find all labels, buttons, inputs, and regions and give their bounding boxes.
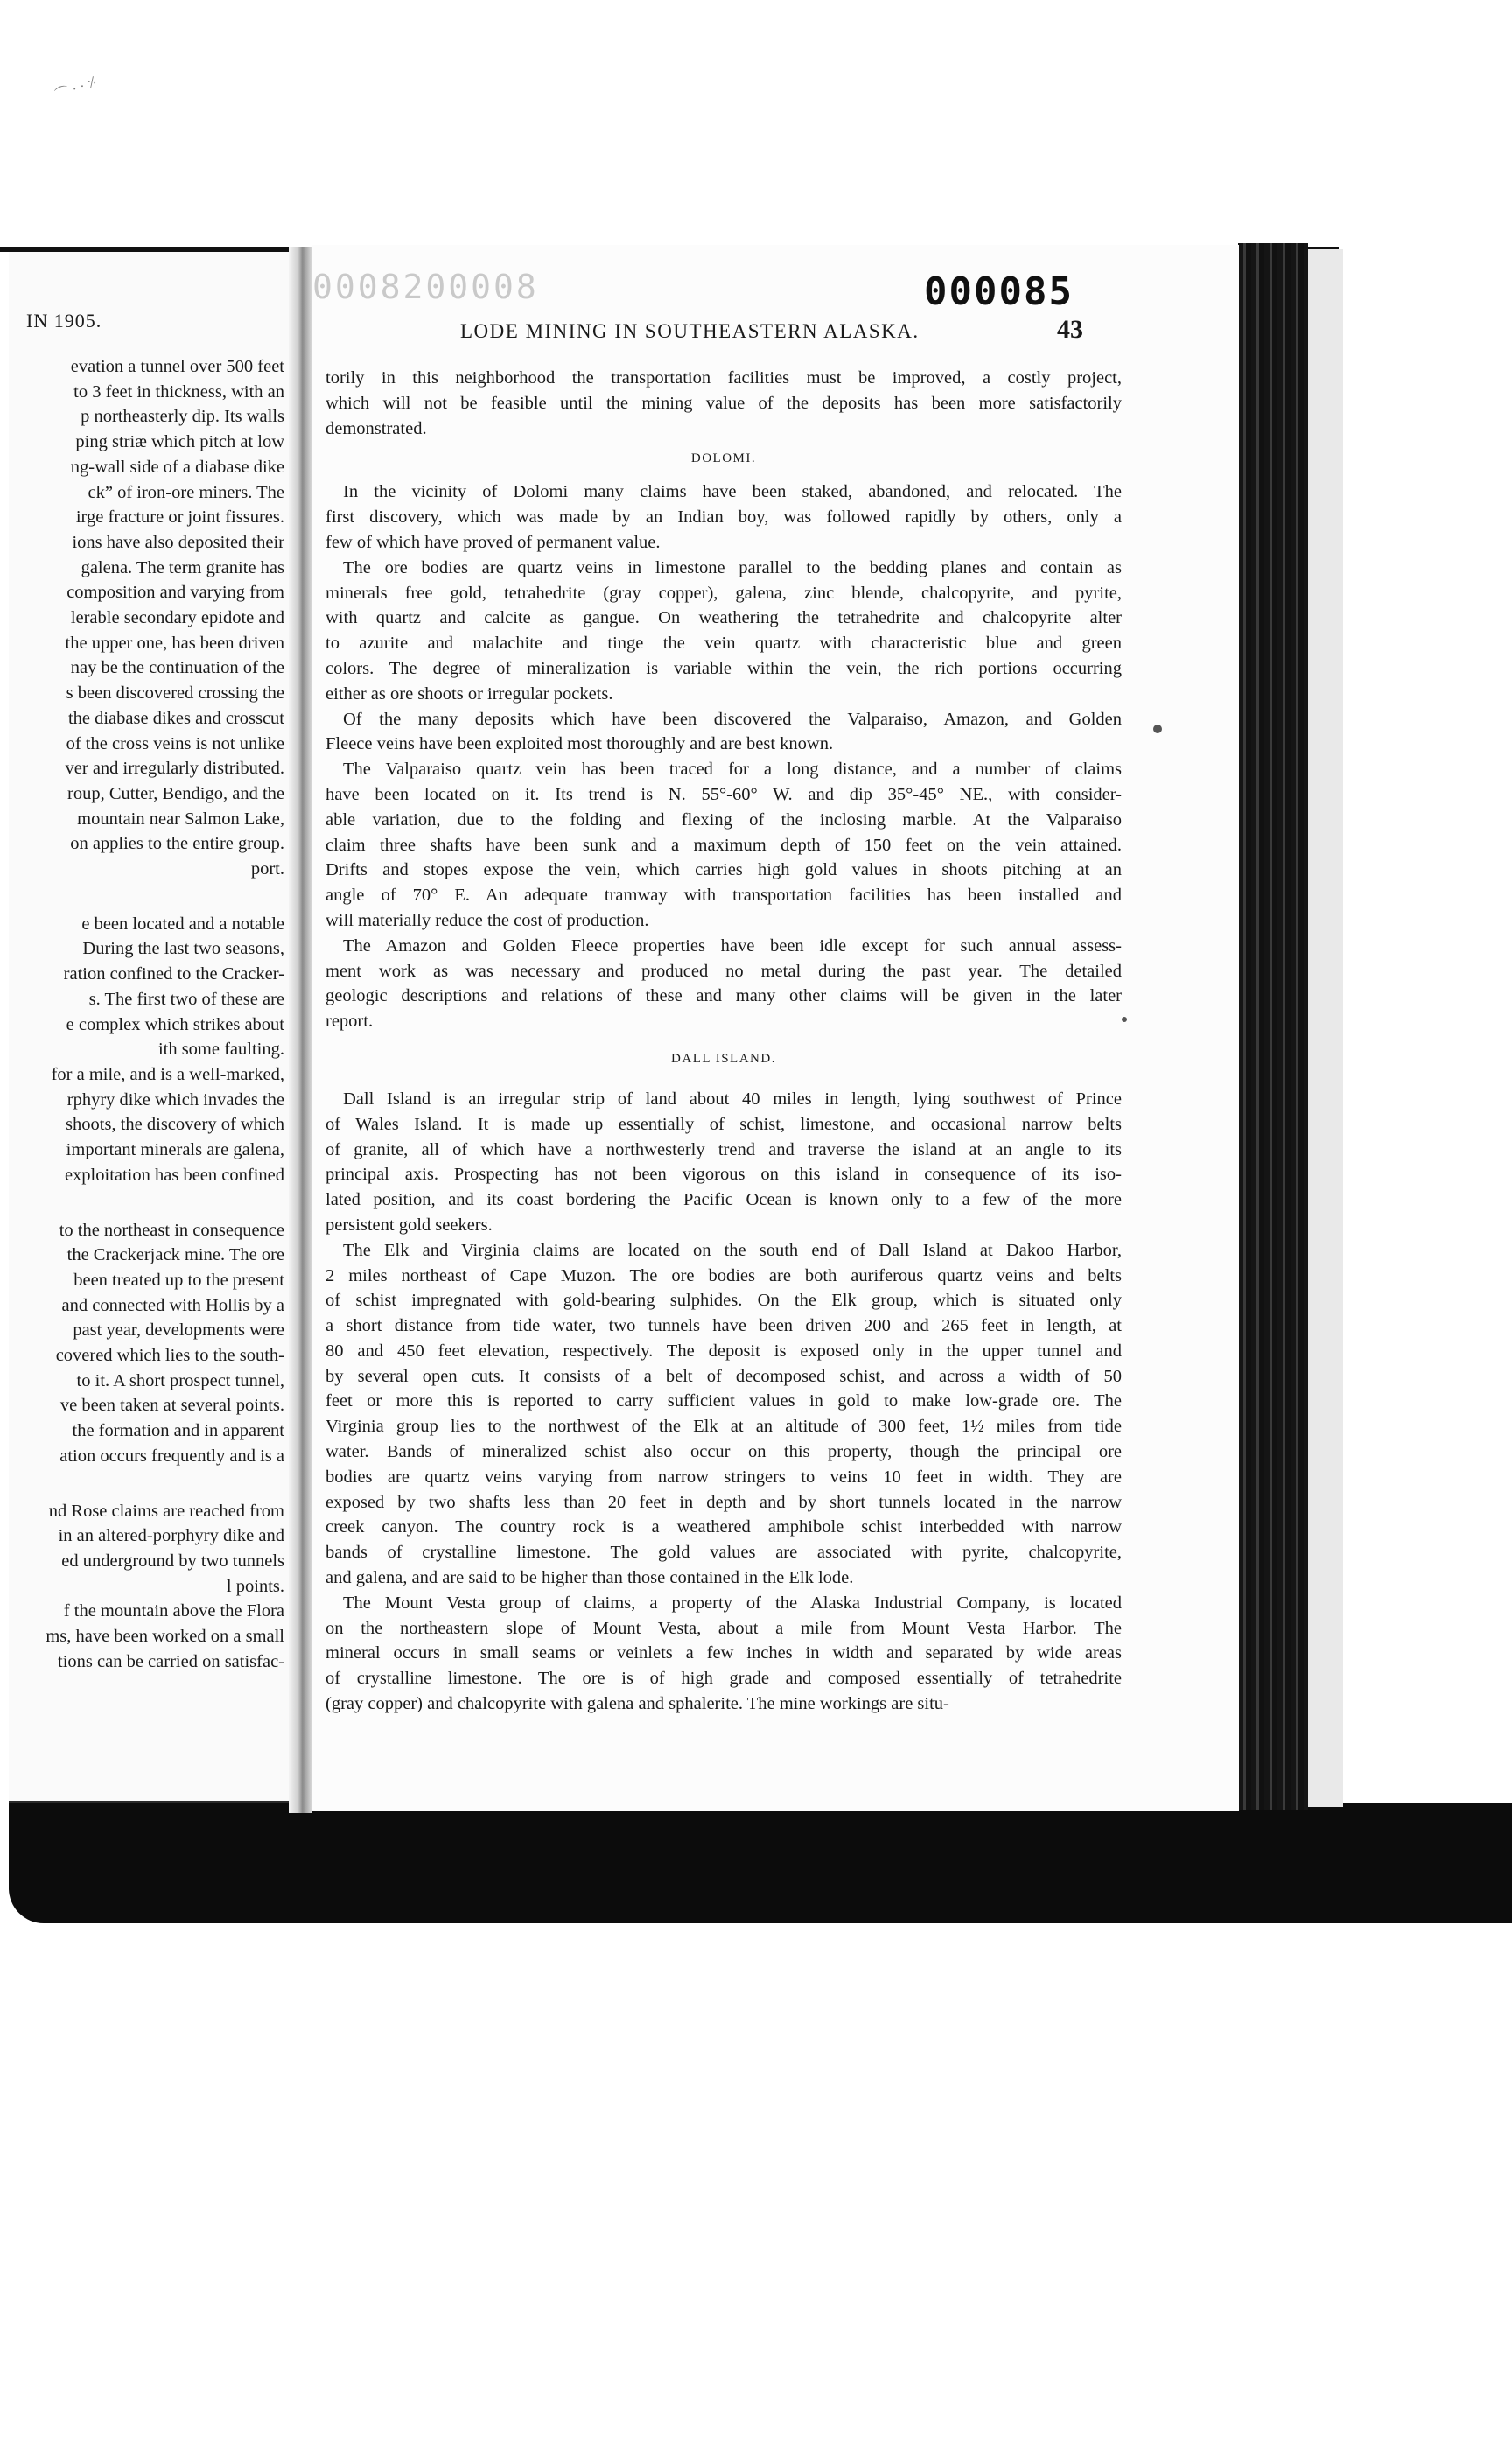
text-line: claim three shafts have been sunk and a maximum depth of 150 feet on the vein attained. bbox=[326, 835, 1122, 855]
text-line: Fleece veins have been exploited most thoroughly and are best known. bbox=[326, 734, 834, 754]
left-text-line: of the cross veins is not unlike bbox=[66, 733, 284, 753]
left-text-line: s been discovered crossing the bbox=[66, 683, 284, 704]
text-line: will materially reduce the cost of production. bbox=[326, 910, 649, 930]
text-line: bands of crystalline limestone. The gold values are associated with pyrite, chalcopyrite, bbox=[326, 1543, 1122, 1563]
left-text-line: ver and irregularly distributed. bbox=[65, 759, 284, 779]
text-line: report. bbox=[326, 1012, 374, 1032]
text-line: of granite, all of which have a northwesterly trend and traverse the island at an angle to its bbox=[326, 1139, 1122, 1159]
left-text-line: ng-wall side of a diabase dike bbox=[70, 457, 284, 477]
dall-island-section bbox=[326, 1087, 1122, 1717]
left-text-line: composition and varying from bbox=[66, 583, 284, 603]
left-text-line: irge fracture or joint fissures. bbox=[75, 508, 284, 528]
left-text-line: nd Rose claims are reached from bbox=[48, 1501, 284, 1521]
text-line: 2 miles northeast of Cape Muzon. The ore bodies are both auriferous quartz veins and belts bbox=[326, 1265, 1122, 1285]
text-line: colors. The degree of mineralization is variable within the vein, the rich portions occurring bbox=[326, 658, 1122, 678]
intro-paragraph bbox=[326, 366, 1122, 441]
left-text-line: galena. The term granite has bbox=[80, 557, 284, 578]
paragraph-gap bbox=[9, 1469, 284, 1499]
left-text-line: shoots, the discovery of which bbox=[66, 1115, 284, 1135]
speck-mark-icon bbox=[1122, 1017, 1127, 1022]
left-text-line: past year, developments were bbox=[73, 1320, 284, 1340]
text-line: on the northeastern slope of Mount Vesta, about a mile from Mount Vesta Harbor. The bbox=[326, 1618, 1122, 1638]
ghost-stamp-number: 0008200008 bbox=[312, 268, 539, 306]
text-line: The Mount Vesta group of claims, a property of the Alaska Industrial Company, is located bbox=[343, 1592, 1122, 1613]
left-text-line: p northeasterly dip. Its walls bbox=[80, 407, 284, 427]
text-line: ment work as was necessary and produced no metal during the past year. The detailed bbox=[326, 961, 1122, 981]
text-line: with quartz and calcite as gangue. On weathering the tetrahedrite and chalcopyrite alter bbox=[326, 608, 1122, 628]
left-text-line: evation a tunnel over 500 feet bbox=[70, 357, 284, 376]
text-line: water. Bands of mineralized schist also occur on this property, though the principal ore bbox=[326, 1442, 1122, 1462]
text-line: 80 and 450 feet elevation, respectively. The deposit is exposed only in the upper tunnel and bbox=[326, 1340, 1122, 1361]
text-line: of Wales Island. It is made up essentially of schist, limestone, and occasional narrow belts bbox=[326, 1114, 1122, 1134]
left-page-text bbox=[9, 354, 284, 1674]
text-line: In the vicinity of Dolomi many claims have been staked, abandoned, and relocated. The bbox=[343, 482, 1122, 502]
text-line: (gray copper) and chalcopyrite with galena and sphalerite. The mine workings are situ- bbox=[326, 1694, 949, 1714]
left-text-line: exploitation has been confined bbox=[64, 1165, 284, 1185]
left-text-line: to the northeast in consequence bbox=[59, 1220, 284, 1240]
left-text-line: f the mountain above the Flora bbox=[63, 1601, 284, 1621]
page-body bbox=[326, 366, 1122, 1717]
left-text-line: s. The first two of these are bbox=[88, 989, 284, 1009]
text-line: by several open cuts. It consists of a belt of decomposed schist, and across a width of 50 bbox=[326, 1366, 1122, 1386]
book-page-edges bbox=[1238, 243, 1308, 1810]
text-line: have been located on it. Its trend is N. 55°-60° W. and dip 35°-45° NE., with consider- bbox=[326, 784, 1122, 804]
left-text-line: and connected with Hollis by a bbox=[61, 1295, 284, 1315]
text-line: geologic descriptions and relations of these and many other claims will be given in the later bbox=[326, 986, 1122, 1006]
text-line: lated position, and its coast bordering the Pacific Ocean is known only to a few of the more bbox=[326, 1190, 1122, 1210]
left-text-line: ve been taken at several points. bbox=[60, 1396, 284, 1416]
text-line: first discovery, which was made by an Indian boy, was followed rapidly by others, only a bbox=[326, 508, 1122, 528]
left-text-line: ith some faulting. bbox=[158, 1040, 284, 1060]
text-line: to azurite and malachite and tinge the vein quartz with characteristic blue and green bbox=[326, 634, 1122, 654]
left-text-line: the Crackerjack mine. The ore bbox=[66, 1245, 284, 1265]
left-text-line: nay be the continuation of the bbox=[70, 658, 284, 678]
left-text-line: the upper one, has been driven bbox=[65, 633, 284, 653]
text-line: mineral occurs in small seams or veinlets a few inches in width and separated by wide areas bbox=[326, 1643, 1122, 1663]
text-line: torily in this neighborhood the transportation facilities must be improved, a costly project, bbox=[326, 368, 1122, 388]
left-text-line: mountain near Salmon Lake, bbox=[77, 808, 284, 829]
dolomi-section bbox=[326, 480, 1122, 1034]
text-line: exposed by two shafts less than 20 feet in depth and by short tunnels located in the narrow bbox=[326, 1492, 1122, 1512]
text-line: The ore bodies are quartz veins in limestone parallel to the bedding planes and contain as bbox=[343, 557, 1122, 578]
left-text-line: ation occurs frequently and is a bbox=[60, 1446, 284, 1466]
left-text-line: the diabase dikes and crosscut bbox=[67, 708, 284, 728]
text-line: a short distance from tide water, two tunnels have been driven 200 and 265 feet in length, at bbox=[326, 1316, 1122, 1336]
left-text-line: l points. bbox=[226, 1576, 284, 1596]
left-text-line: ck” of iron-ore miners. The bbox=[88, 482, 284, 502]
text-line: of crystalline limestone. The ore is of high grade and composed essentially of tetrahedrite bbox=[326, 1669, 1122, 1689]
page-number: 43 bbox=[1057, 315, 1083, 344]
text-line: Of the many deposits which have been discovered the Valparaiso, Amazon, and Golden bbox=[343, 709, 1122, 729]
left-text-line: to it. A short prospect tunnel, bbox=[76, 1370, 284, 1390]
left-text-line: important minerals are galena, bbox=[66, 1140, 284, 1160]
left-text-line: the formation and in apparent bbox=[72, 1421, 284, 1441]
left-text-line: ed underground by two tunnels bbox=[61, 1550, 284, 1571]
section-heading-dall-island: DALL ISLAND. bbox=[671, 1051, 776, 1066]
paragraph-gap bbox=[9, 1188, 284, 1218]
left-text-line: ms, have been worked on a small bbox=[46, 1627, 284, 1647]
text-line: few of which have proved of permanent value. bbox=[326, 532, 661, 552]
left-text-line: port. bbox=[250, 859, 284, 879]
left-text-line: lerable secondary epidote and bbox=[70, 608, 284, 628]
book-gutter bbox=[289, 247, 312, 1813]
text-line: demonstrated. bbox=[326, 418, 427, 438]
text-line: The Valparaiso quartz vein has been traced for a long distance, and a number of claims bbox=[343, 760, 1122, 780]
left-text-line: tions can be carried on satisfac- bbox=[58, 1651, 284, 1671]
text-line: The Amazon and Golden Fleece properties have been idle except for such annual assess- bbox=[343, 935, 1122, 956]
left-text-line: e complex which strikes about bbox=[66, 1014, 284, 1034]
text-line: Dall Island is an irregular strip of land about 40 miles in length, lying southwest of Prince bbox=[343, 1088, 1122, 1109]
left-text-line: ping striæ which pitch at low bbox=[75, 432, 284, 452]
text-line: minerals free gold, tetrahedrite (gray copper), galena, zinc blende, chalcopyrite, and pyrite, bbox=[326, 583, 1122, 603]
running-head: LODE MINING IN SOUTHEASTERN ALASKA. bbox=[460, 320, 920, 342]
left-text-line: ions have also deposited their bbox=[72, 532, 284, 552]
film-edge-bottom bbox=[9, 1802, 1512, 1923]
text-line: which will not be feasible until the mining value of the deposits has been more satisfactorily bbox=[326, 393, 1122, 413]
left-text-line: to 3 feet in thickness, with an bbox=[74, 382, 284, 402]
text-line: persistent gold seekers. bbox=[326, 1214, 493, 1235]
text-line: principal axis. Prospecting has not been vigorous on this island in consequence of its iso- bbox=[326, 1165, 1122, 1185]
text-line: feet or more this is reported to carry sufficient values in gold to make low-grade ore. The bbox=[326, 1391, 1122, 1411]
text-line: creek canyon. The country rock is a weathered amphibole schist interbedded with narrow bbox=[326, 1517, 1122, 1537]
left-text-line: During the last two seasons, bbox=[82, 939, 284, 959]
text-line: and galena, and are said to be higher than those contained in the Elk lode. bbox=[326, 1568, 854, 1588]
left-text-line: in an altered-porphyry dike and bbox=[58, 1526, 284, 1546]
section-heading-dolomi: DOLOMI. bbox=[690, 452, 757, 466]
left-text-line: ration confined to the Cracker- bbox=[63, 964, 284, 984]
text-line: able variation, due to the folding and flexing of the inclosing marble. At the Valparaiso bbox=[326, 809, 1122, 830]
text-line: The Elk and Virginia claims are located on the south end of Dall Island at Dakoo Harbor, bbox=[343, 1240, 1122, 1260]
text-line: angle of 70° E. An adequate tramway with transportation facilities has been installed and bbox=[326, 886, 1122, 906]
left-text-line: for a mile, and is a well-marked, bbox=[51, 1064, 284, 1084]
margin-scribble: ⌒ · · ⸓ bbox=[53, 74, 100, 103]
left-page-header: IN 1905. bbox=[26, 310, 102, 332]
main-page bbox=[312, 245, 1239, 1811]
left-text-line: e been located and a notable bbox=[81, 914, 284, 934]
left-text-line: on applies to the entire group. bbox=[70, 834, 284, 854]
left-text-line: been treated up to the present bbox=[74, 1270, 284, 1290]
left-text-line: covered which lies to the south- bbox=[55, 1346, 284, 1366]
text-line: of schist impregnated with gold-bearing sulphides. On the Elk group, which is situated only bbox=[326, 1291, 1122, 1311]
text-line: either as ore shoots or irregular pockets. bbox=[326, 683, 613, 704]
paragraph-gap bbox=[9, 882, 284, 912]
left-text-line: roup, Cutter, Bendigo, and the bbox=[67, 783, 284, 803]
text-line: Virginia group lies to the northwest of the Elk at an altitude of 300 feet, 1½ miles from tide bbox=[326, 1417, 1122, 1437]
previous-page-fragment bbox=[9, 252, 293, 1801]
speck-mark-icon bbox=[1153, 724, 1162, 733]
text-line: bodies are quartz veins varying from narrow stringers to veins 10 feet in width. They are bbox=[326, 1466, 1122, 1487]
book-edge-margin bbox=[1308, 249, 1343, 1807]
stamp-number: 000085 bbox=[924, 270, 1074, 314]
text-line: Drifts and stopes expose the vein, which carries high gold values in shoots pitching at an bbox=[326, 860, 1122, 880]
left-text-line: rphyry dike which invades the bbox=[66, 1089, 284, 1110]
